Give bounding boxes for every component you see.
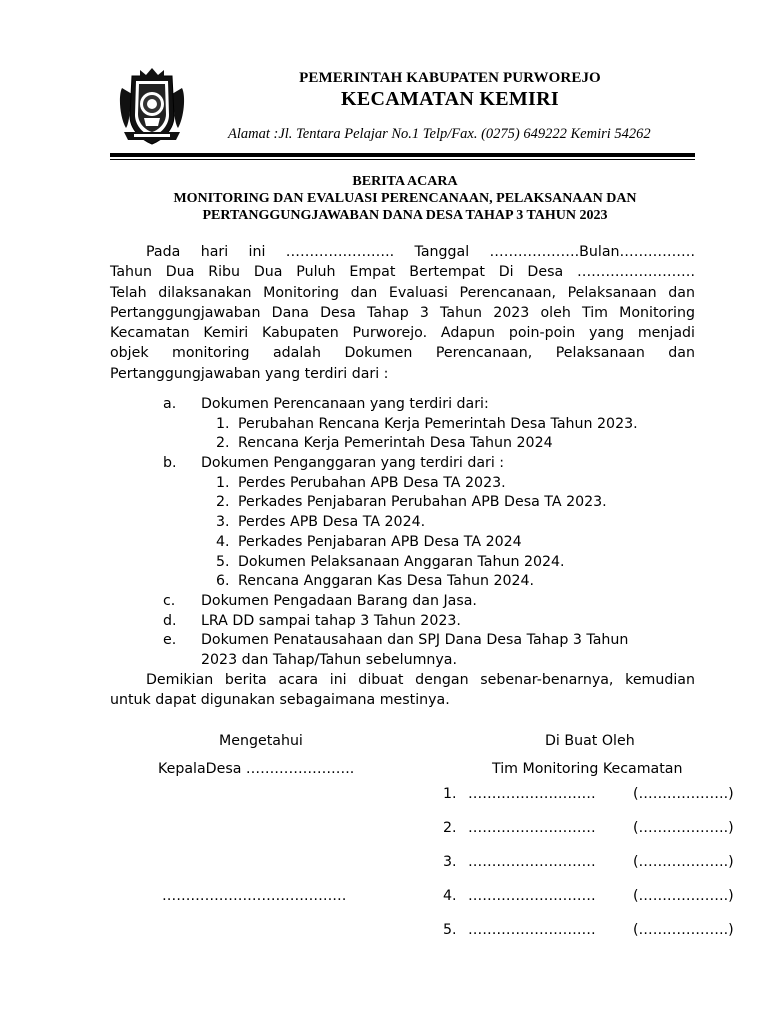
closing-line: Demikian berita acara ini dibuat dengan sebenar-benarnya, kemudian — [146, 672, 695, 688]
member-name-blank: ……………………… — [468, 922, 596, 938]
sublist-marker: 2. — [216, 435, 230, 451]
sublist-item: Perkades Penjabaran APB Desa TA 2024 — [238, 534, 522, 550]
sublist-item: Dokumen Pelaksanaan Anggaran Tahun 2024. — [238, 554, 565, 570]
member-name-blank: ……………………… — [468, 820, 596, 836]
intro-line: Pertanggungjawaban Dana Desa Tahap 3 Tahun 2023 oleh Tim Monitoring — [110, 304, 695, 321]
list-item: Dokumen Penganggaran yang terdiri dari : — [201, 455, 505, 471]
district-name: KECAMATAN KEMIRI — [341, 88, 559, 110]
regency-government-name: PEMERINTAH KABUPATEN PURWOREJO — [299, 70, 601, 86]
member-number: 3. — [443, 854, 457, 870]
list-marker: e. — [163, 632, 177, 648]
acknowledged-heading: Mengetahui — [219, 733, 303, 749]
sublist-item: Perdes APB Desa TA 2024. — [238, 514, 426, 530]
sublist-marker: 5. — [216, 554, 230, 570]
sublist-marker: 2. — [216, 494, 230, 510]
intro-line: Kecamatan Kemiri Kabupaten Purworejo. Adapun poin-poin yang menjadi — [110, 325, 695, 342]
letterhead-thick-rule — [110, 153, 695, 157]
sublist-marker: 4. — [216, 534, 230, 550]
sublist-marker: 1. — [216, 475, 230, 491]
intro-line: Pertanggungjawaban yang terdiri dari : — [110, 365, 389, 382]
list-marker: a. — [163, 396, 177, 412]
list-item: Dokumen Pengadaan Barang dan Jasa. — [201, 593, 477, 609]
monitoring-team-label: Tim Monitoring Kecamatan — [492, 761, 683, 777]
document-title: BERITA ACARA — [352, 174, 458, 189]
village-head-label: KepalaDesa ………………….. — [158, 761, 355, 777]
list-marker: d. — [163, 613, 177, 629]
sublist-marker: 3. — [216, 514, 230, 530]
list-item: Dokumen Penatausahaan dan SPJ Dana Desa Tahap 3 Tahun — [201, 632, 629, 648]
member-signature-blank: (……………….) — [633, 854, 734, 870]
member-number: 5. — [443, 922, 457, 938]
member-number: 2. — [443, 820, 457, 836]
member-signature-blank: (……………….) — [633, 786, 734, 802]
sublist-item: Perubahan Rencana Kerja Pemerintah Desa Tahun 2023. — [238, 416, 638, 432]
member-number: 1. — [443, 786, 457, 802]
village-head-signature-blank: ………………………………… — [162, 888, 347, 904]
sublist-item: Rencana Anggaran Kas Desa Tahun 2024. — [238, 573, 535, 589]
member-name-blank: ……………………… — [468, 888, 596, 904]
sublist-marker: 1. — [216, 416, 230, 432]
member-signature-blank: (……………….) — [633, 888, 734, 904]
list-item-continuation: 2023 dan Tahap/Tahun sebelumnya. — [201, 652, 457, 668]
member-signature-blank: (……………….) — [633, 922, 734, 938]
member-signature-blank: (……………….) — [633, 820, 734, 836]
intro-paragraph — [110, 242, 695, 384]
prepared-by-heading: Di Buat Oleh — [545, 733, 635, 749]
intro-line: Pada hari ini ………………….. Tanggal ……………….Bulan……………. — [146, 244, 695, 260]
sublist-item: Perkades Penjabaran Perubahan APB Desa TA 2023. — [238, 494, 607, 510]
sublist-marker: 6. — [216, 573, 230, 589]
sublist-item: Rencana Kerja Pemerintah Desa Tahun 2024 — [238, 435, 553, 451]
closing-paragraph — [110, 670, 695, 711]
list-marker: c. — [163, 593, 176, 609]
letterhead-thin-rule — [110, 159, 695, 160]
office-address: Alamat :Jl. Tentara Pelajar No.1 Telp/Fax. (0275) 649222 Kemiri 54262 — [228, 126, 651, 142]
intro-line: Tahun Dua Ribu Dua Puluh Empat Bertempat Di Desa ……………………. — [110, 264, 695, 281]
intro-line: objek monitoring adalah Dokumen Perencanaan, Pelaksanaan dan — [110, 345, 695, 362]
member-number: 4. — [443, 888, 457, 904]
document-subtitle-line-1: MONITORING DAN EVALUASI PERENCANAAN, PELAKSANAAN DAN — [173, 191, 637, 206]
list-item: LRA DD sampai tahap 3 Tahun 2023. — [201, 613, 461, 629]
intro-line: Telah dilaksanakan Monitoring dan Evaluasi Perencanaan, Pelaksanaan dan — [110, 284, 695, 301]
list-marker: b. — [163, 455, 177, 471]
regency-emblem-logo — [118, 66, 186, 148]
member-name-blank: ……………………… — [468, 786, 596, 802]
member-name-blank: ……………………… — [468, 854, 596, 870]
document-subtitle-line-2: PERTANGGUNGJAWABAN DANA DESA TAHAP 3 TAHUN 2023 — [202, 208, 608, 223]
sublist-item: Perdes Perubahan APB Desa TA 2023. — [238, 475, 506, 491]
list-item: Dokumen Perencanaan yang terdiri dari: — [201, 396, 489, 412]
closing-line: untuk dapat digunakan sebagaimana mestinya. — [110, 692, 450, 709]
